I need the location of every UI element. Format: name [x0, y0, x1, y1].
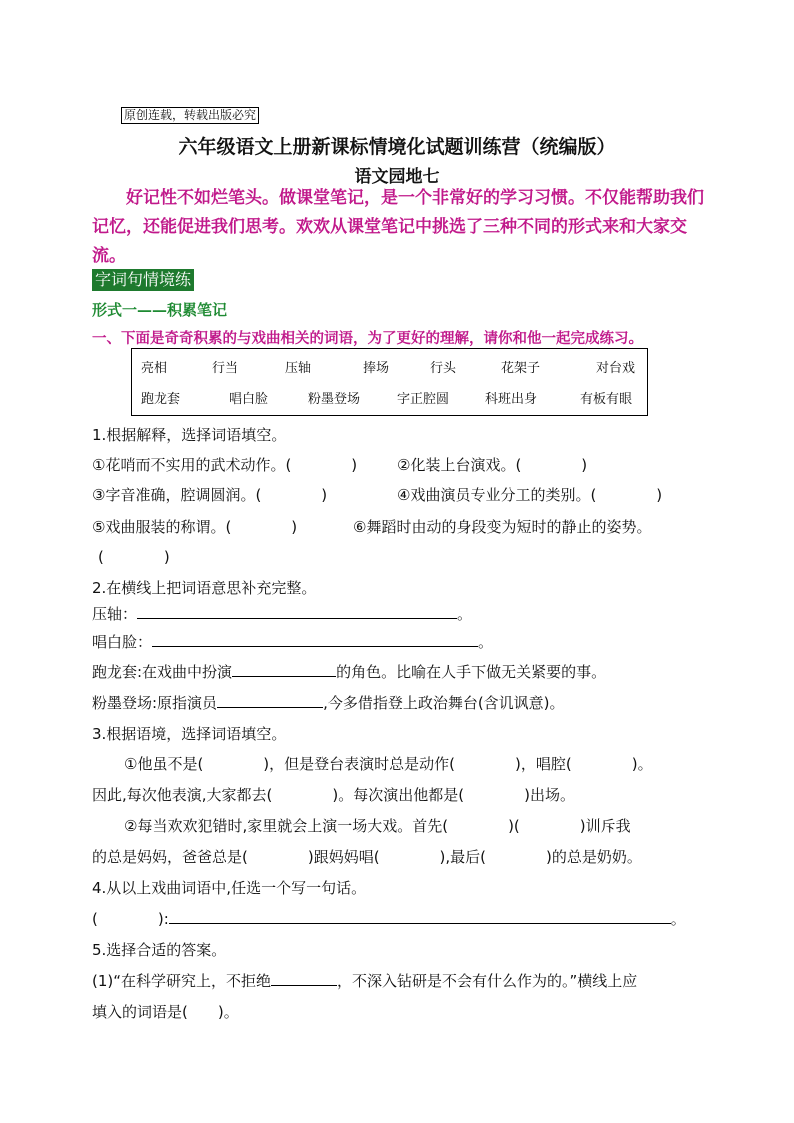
q1-4-answer-label: ( ):: [92, 910, 169, 928]
q1-2-item-c: [92, 661, 606, 682]
word-item: 行头: [430, 361, 457, 376]
question-1-title: 一、下面是奇奇积累的与戏曲相关的词语，为了更好的理解，请你和他一起完成练习。: [92, 330, 643, 347]
word-item: 压轴: [285, 361, 312, 376]
q1-1-item-f: ⑥舞蹈时由动的身段变为短时的静止的姿势。: [353, 518, 652, 536]
q1-1-item-b: ②化装上台演戏。( ): [397, 456, 588, 474]
word-item: 捧场: [363, 361, 390, 376]
q1-1-item-d: ④戏曲演员专业分工的类别。( ): [397, 486, 663, 504]
q1-3-line-d: 的总是妈妈，爸爸总是( )跟妈妈唱( ),最后( )的总是奶奶。: [92, 848, 642, 866]
word-item: 亮相: [141, 361, 168, 376]
word-item: 行当: [212, 361, 239, 376]
q1-2-title: 2.在横线上把词语意思补充完整。: [92, 579, 317, 597]
period: 。: [457, 605, 473, 623]
q1-2-item-c-start: 跑龙套:在戏曲中扮演: [92, 663, 233, 681]
q1-5-item-1: [92, 970, 637, 991]
answer-line[interactable]: [152, 632, 478, 647]
q1-2-item-b-label: 唱白脸：: [92, 633, 153, 651]
q1-3-line-b: 因此,每次他表演,大家都去( )。每次演出他都是( )出场。: [92, 786, 575, 804]
q1-1-item-e: ⑤戏曲服装的称谓。( ): [92, 518, 298, 536]
word-item: 对台戏: [596, 361, 636, 376]
word-item: 唱白脸: [229, 392, 269, 407]
word-item: 粉墨登场: [308, 392, 361, 407]
q1-1-title: 1.根据解释，选择词语填空。: [92, 426, 287, 444]
period: 。: [670, 910, 686, 928]
q1-5-title: 5.选择合适的答案。: [92, 941, 227, 959]
q1-2-item-d: [92, 692, 565, 713]
copyright-notice: 原创连载，转载出版必究: [121, 107, 259, 124]
q1-1-item-c: ③字音准确，腔调圆润。( ): [92, 486, 328, 504]
word-item: 有板有眼: [580, 392, 633, 407]
q1-2-item-a-label: 压轴：: [92, 605, 138, 623]
q1-5-item-1-end: ，不深入钻研是不会有什么作为的。”横线上应: [337, 972, 638, 990]
answer-line[interactable]: [271, 971, 337, 986]
answer-line[interactable]: [232, 662, 336, 677]
word-item: 科班出身: [485, 392, 538, 407]
answer-line[interactable]: [217, 693, 323, 708]
q1-2-item-c-end: 的角色。比喻在人手下做无关紧要的事。: [336, 663, 607, 681]
q1-2-item-d-end: ,今多借指登上政治舞台(含讥讽意)。: [323, 694, 565, 712]
q1-5-item-1-start: (1)“在科学研究上，不拒绝: [92, 972, 272, 990]
intro-paragraph: 好记性不如烂笔头。做课堂笔记，是一个非常好的学习习惯。不仅能帮助我们记忆，还能促进我们思考。欢欢从课堂笔记中挑选了三种不同的形式来和大家交流。: [92, 188, 704, 266]
q1-4-title: 4.从以上戏曲词语中,任选一个写一句话。: [92, 879, 367, 897]
form-title: 形式一——积累笔记: [92, 301, 228, 319]
word-item: 跑龙套: [141, 392, 181, 407]
answer-line[interactable]: [169, 909, 671, 924]
word-box: [131, 348, 648, 416]
word-item: 花架子: [501, 361, 541, 376]
q1-3-line-a: ①他虽不是( )，但是登台表演时总是动作( )，唱腔( )。: [124, 755, 653, 773]
q1-1-item-a: ①花哨而不实用的武术动作。( ): [92, 456, 358, 474]
page-title: 六年级语文上册新课标情境化试题训练营（统编版）: [178, 136, 616, 158]
section-heading: 字词句情境练: [92, 269, 194, 291]
q1-5-item-1-cont: 填入的词语是( )。: [92, 1003, 239, 1021]
q1-2-item-b: [92, 631, 493, 652]
page-subtitle: 语文园地七: [354, 167, 440, 187]
q1-2-item-a: [92, 603, 472, 624]
period: 。: [478, 633, 494, 651]
q1-3-line-c: ②每当欢欢犯错时,家里就会上演一场大戏。首先( )( )训斥我: [124, 817, 631, 835]
word-item: 字正腔圆: [397, 392, 450, 407]
answer-line[interactable]: [137, 604, 457, 619]
q1-4-answer: [92, 908, 686, 929]
q1-3-title: 3.根据语境，选择词语填空。: [92, 725, 287, 743]
q1-2-item-d-start: 粉墨登场:原指演员: [92, 694, 218, 712]
q1-1-item-f-blank: ( ): [98, 548, 170, 566]
